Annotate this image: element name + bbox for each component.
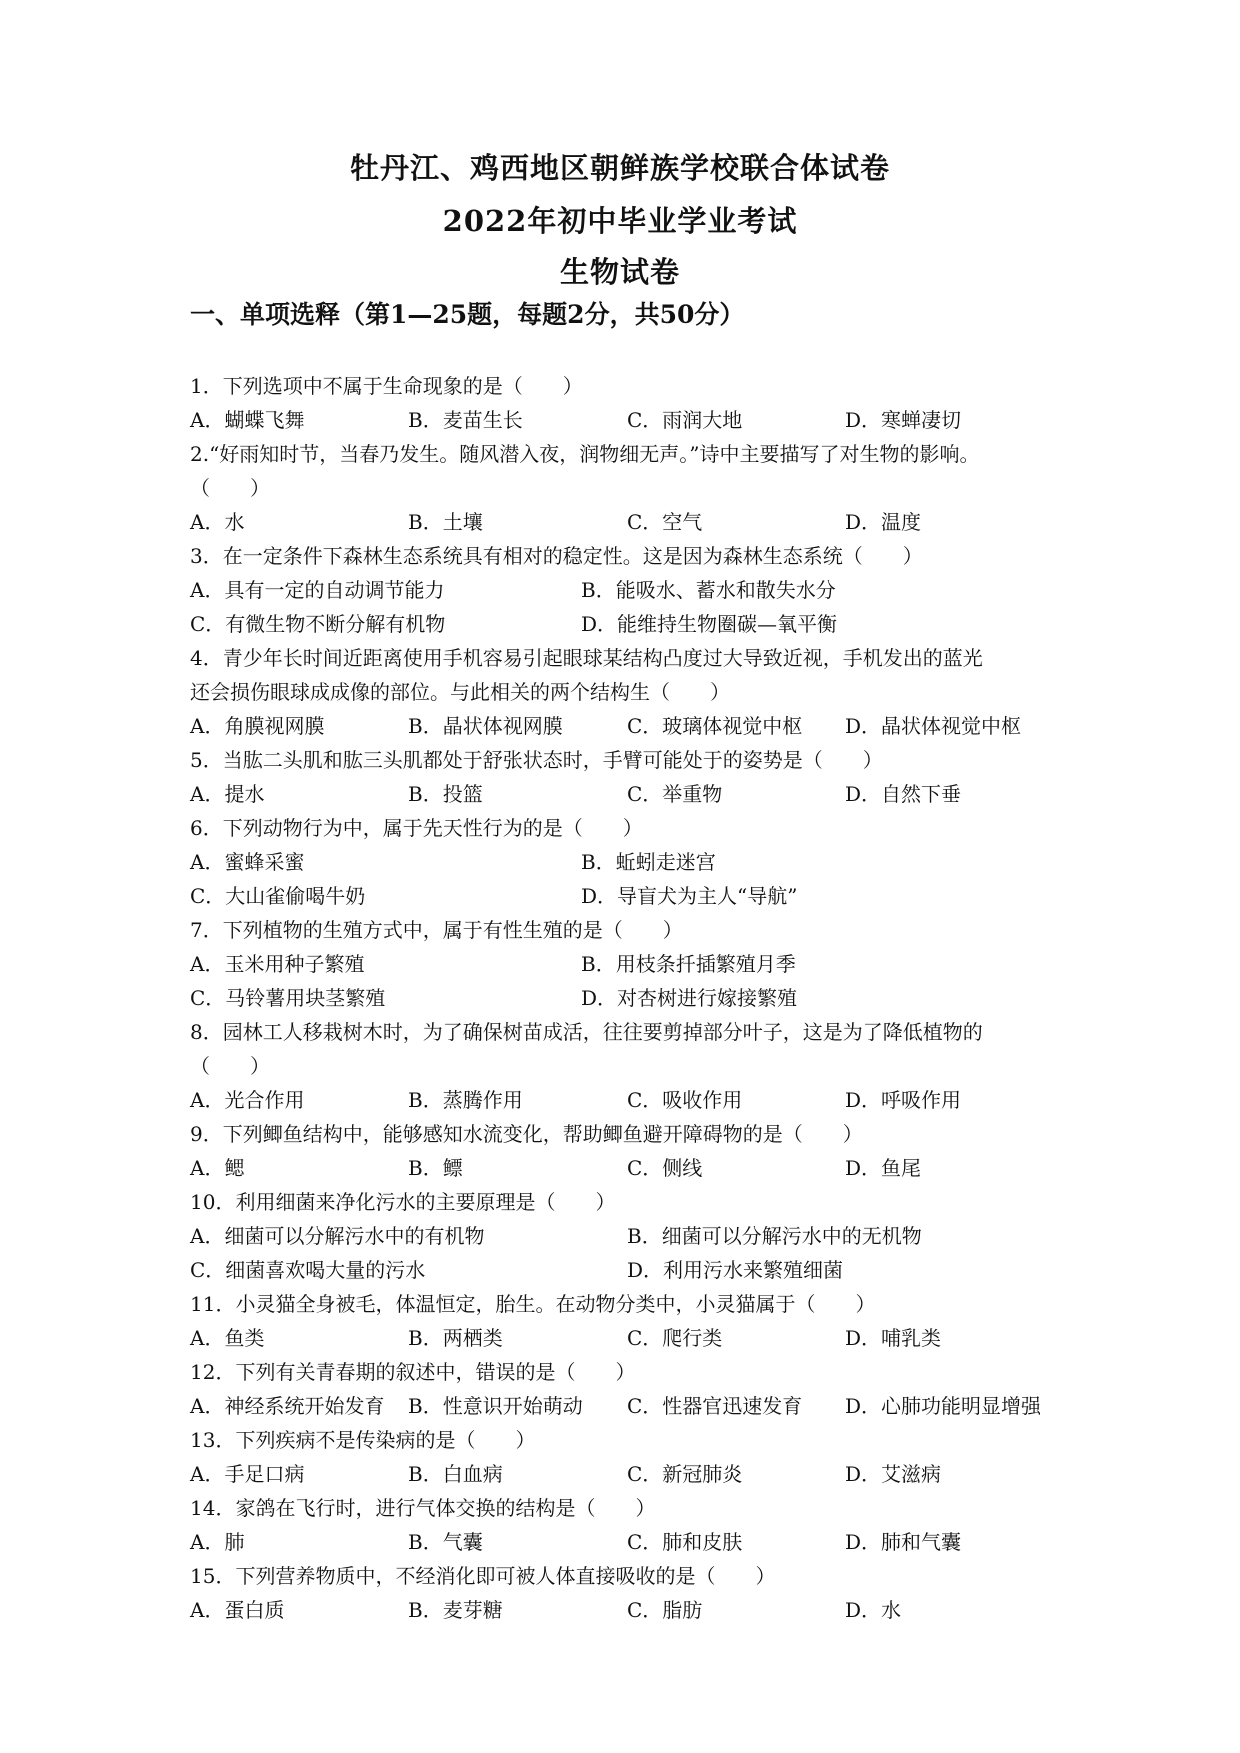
question-6-option-d: D．导盲犬为主人“导航”	[581, 884, 798, 908]
question-8-option-d: D．呼吸作用	[845, 1088, 962, 1112]
question-4-stem-cont: 还会损伤眼球成成像的部位。与此相关的两个结构生（ ）	[190, 680, 730, 704]
question-2-option-a: A．水	[190, 510, 245, 534]
question-13-option-b: B．白血病	[408, 1462, 503, 1486]
question-3-option-c: C．有微生物不断分解有机物	[190, 612, 446, 636]
question-2-option-c: C．空气	[627, 510, 703, 534]
question-14-option-a: A．肺	[190, 1530, 245, 1554]
question-1-option-a: A．蝴蝶飞舞	[190, 408, 305, 432]
question-13-option-a: A．手足口病	[190, 1462, 305, 1486]
question-9-stem: 9．下列鲫鱼结构中，能够感知水流变化，帮助鲫鱼避开障碍物的是（ ）	[190, 1122, 863, 1146]
question-11-option-c: C．爬行类	[627, 1326, 723, 1350]
question-7-option-a: A．玉米用种子繁殖	[190, 952, 365, 976]
question-4-stem: 4．青少年长时间近距离使用手机容易引起眼球某结构凸度过大导致近视，手机发出的蓝光	[190, 646, 983, 670]
question-7-option-b: B．用枝条扦插繁殖月季	[581, 952, 796, 976]
question-1-option-c: C．雨润大地	[627, 408, 743, 432]
question-13-stem: 13．下列疾病不是传染病的是（ ）	[190, 1428, 536, 1452]
question-10-stem: 10．利用细菌来净化污水的主要原理是（ ）	[190, 1190, 616, 1214]
question-14-option-d: D．肺和气囊	[845, 1530, 962, 1554]
question-10-option-d: D．利用污水来繁殖细菌	[627, 1258, 844, 1282]
question-1-option-d: D．寒蝉凄切	[845, 408, 962, 432]
question-15-stem: 15．下列营养物质中，不经消化即可被人体直接吸收的是（ ）	[190, 1564, 776, 1588]
question-12-option-c: C．性器官迅速发育	[627, 1394, 803, 1418]
question-8-stem-cont: （ ）	[190, 1054, 270, 1078]
question-14-stem: 14．家鸽在飞行时，进行气体交换的结构是（ ）	[190, 1496, 656, 1520]
question-15-option-a: A．蛋白质	[190, 1598, 285, 1622]
question-7-option-c: C．马铃薯用块茎繁殖	[190, 986, 386, 1010]
question-1-option-b: B．麦苗生长	[408, 408, 523, 432]
question-3-stem: 3．在一定条件下森林生态系统具有相对的稳定性。这是因为森林生态系统（ ）	[190, 544, 923, 568]
question-7-stem: 7．下列植物的生殖方式中，属于有性生殖的是（ ）	[190, 918, 683, 942]
question-9-option-d: D．鱼尾	[845, 1156, 922, 1180]
question-12-option-d: D．心肺功能明显增强	[845, 1394, 1042, 1418]
question-9-option-a: A．鳃	[190, 1156, 245, 1180]
question-6-option-a: A．蜜蜂采蜜	[190, 850, 305, 874]
question-12-option-a: A．神经系统开始发育	[190, 1394, 385, 1418]
question-5-option-a: A．提水	[190, 782, 265, 806]
exam-title-line1: 牡丹江、鸡西地区朝鲜族学校联合体试卷	[349, 151, 890, 185]
question-5-option-b: B．投篮	[408, 782, 483, 806]
question-6-option-b: B．蚯蚓走迷宫	[581, 850, 716, 874]
question-2-option-b: B．土壤	[408, 510, 483, 534]
question-8-option-b: B．蒸腾作用	[408, 1088, 523, 1112]
question-1-stem: 1．下列选项中不属于生命现象的是（ ）	[190, 374, 583, 398]
question-2-option-d: D．温度	[845, 510, 922, 534]
question-5-option-d: D．自然下垂	[845, 782, 962, 806]
section-heading: 一、单项选释（第1—25题，每题2分，共50分）	[190, 300, 745, 329]
question-2-stem: 2.“好雨知时节，当春乃发生。随风潜入夜，润物细无声。”诗中主要描写了对生物的影响。	[190, 442, 980, 466]
question-15-option-c: C．脂肪	[627, 1598, 703, 1622]
question-11-option-b: B．两栖类	[408, 1326, 503, 1350]
question-15-option-b: B．麦芽糖	[408, 1598, 503, 1622]
question-13-option-c: C．新冠肺炎	[627, 1462, 743, 1486]
question-5-stem: 5．当肱二头肌和肱三头肌都处于舒张状态时，手臂可能处于的姿势是（ ）	[190, 748, 883, 772]
question-12-option-b: B．性意识开始萌动	[408, 1394, 583, 1418]
question-6-option-c: C．大山雀偷喝牛奶	[190, 884, 366, 908]
question-3-option-d: D．能维持生物圈碳—氧平衡	[581, 612, 838, 636]
question-4-option-c: C．玻璃体视觉中枢	[627, 714, 803, 738]
question-9-option-b: B．鳔	[408, 1156, 463, 1180]
question-7-option-d: D．对杏树进行嫁接繁殖	[581, 986, 798, 1010]
question-8-option-c: C．吸收作用	[627, 1088, 743, 1112]
question-10-option-c: C．细菌喜欢喝大量的污水	[190, 1258, 426, 1282]
question-4-option-b: B．晶状体视网膜	[408, 714, 563, 738]
question-15-option-d: D．水	[845, 1598, 902, 1622]
question-10-option-a: A．细菌可以分解污水中的有机物	[190, 1224, 485, 1248]
question-2-stem-cont: （ ）	[190, 476, 270, 500]
question-11-option-a: A．鱼类	[190, 1326, 265, 1350]
question-14-option-c: C．肺和皮肤	[627, 1530, 743, 1554]
question-3-option-b: B．能吸水、蓄水和散失水分	[581, 578, 836, 602]
question-8-stem: 8．园林工人移栽树木时，为了确保树苗成活，往往要剪掉部分叶子，这是为了降低植物的	[190, 1020, 983, 1044]
question-4-option-d: D．晶状体视觉中枢	[845, 714, 1022, 738]
exam-title-line2: 2022年初中毕业学业考试	[442, 204, 798, 238]
question-11-stem: 11．小灵猫全身被毛，体温恒定，胎生。在动物分类中，小灵猫属于（ ）	[190, 1292, 876, 1316]
question-12-stem: 12．下列有关青春期的叙述中，错误的是（ ）	[190, 1360, 636, 1384]
question-6-stem: 6．下列动物行为中，属于先天性行为的是（ ）	[190, 816, 643, 840]
question-4-option-a: A．角膜视网膜	[190, 714, 325, 738]
question-3-option-a: A．具有一定的自动调节能力	[190, 578, 445, 602]
question-11-option-d: D．哺乳类	[845, 1326, 942, 1350]
question-14-option-b: B．气囊	[408, 1530, 483, 1554]
exam-title-line3: 生物试卷	[559, 255, 680, 289]
question-10-option-b: B．细菌可以分解污水中的无机物	[627, 1224, 922, 1248]
question-8-option-a: A．光合作用	[190, 1088, 305, 1112]
question-13-option-d: D．艾滋病	[845, 1462, 942, 1486]
question-5-option-c: C．举重物	[627, 782, 723, 806]
question-9-option-c: C．侧线	[627, 1156, 703, 1180]
